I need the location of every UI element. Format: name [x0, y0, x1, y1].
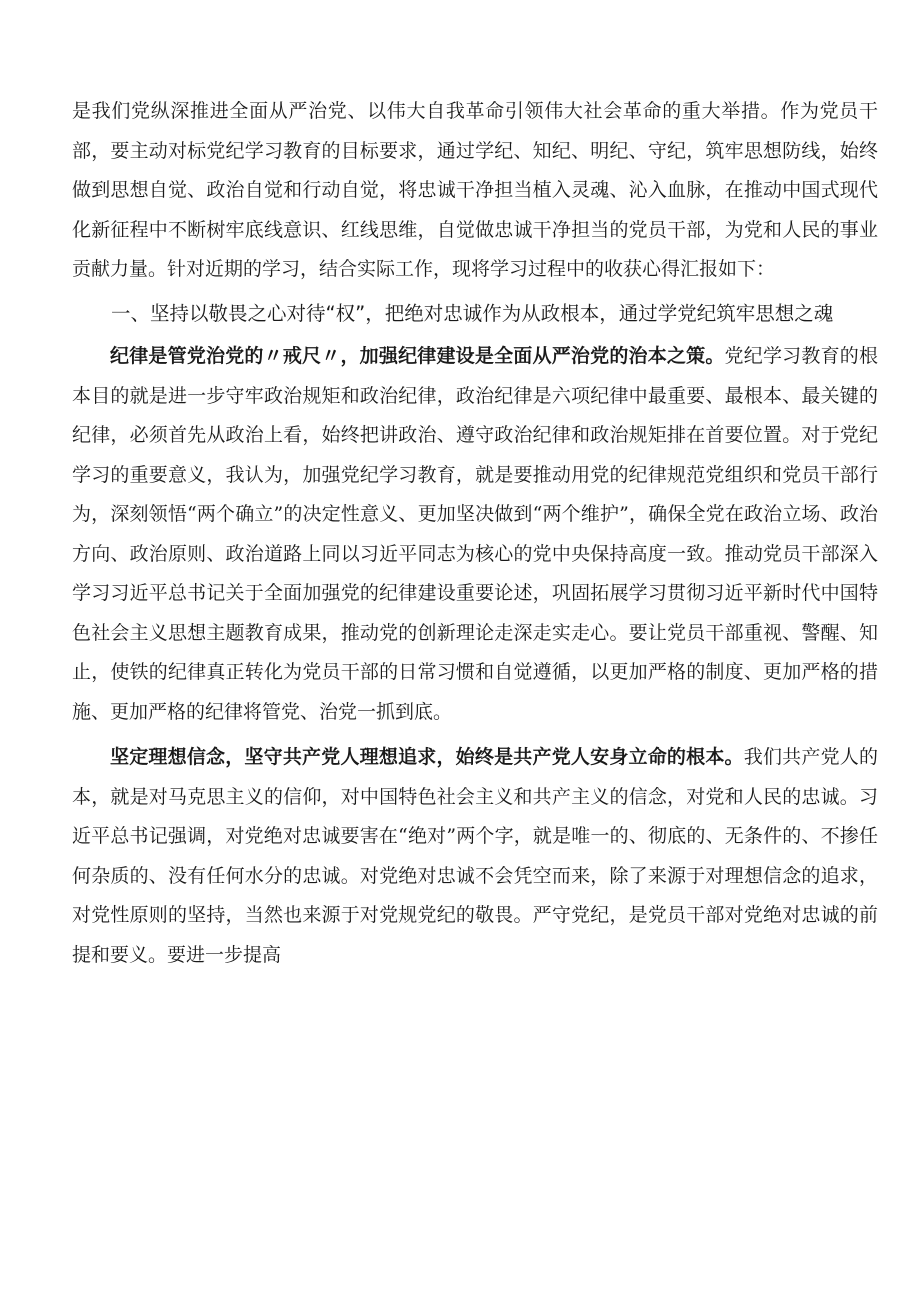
- document-page: [72, 92, 878, 975]
- paragraph-ideals: [72, 738, 878, 975]
- paragraph-discipline-lead: 纪律是管党治党的〃戒尺〃，加强纪律建设是全面从严治党的治本之策。: [110, 345, 725, 367]
- section-heading-1: 一、坚持以敬畏之心对待“权”，把绝对忠诚作为从政根本，通过学党纪筑牢思想之魂: [111, 301, 834, 325]
- paragraph-ideals-lead: 坚定理想信念，坚守共产党人理想追求，始终是共产党人安身立命的根本。: [110, 746, 744, 768]
- paragraph-discipline: [72, 337, 878, 732]
- paragraph-discipline-body: 党纪学习教育的根本目的就是进一步守牢政治规矩和政治纪律，政治纪律是六项纪律中最重要、最根本、最关键的纪律，必须首先从政治上看，始终把讲政治、遵守政治纪律和政治规矩排在首要位置。对于党纪学习的重要意义，我认为，加强党纪学习教育，就是要推动用党的纪律规范党组织和党员干部行为，深刻领悟“两个确立”的决定性意义、更加坚决做到“两个维护”，确保全党在政治立场、政治方向、政治原则、政治道路上同以习近平同志为核心的党中央保持高度一致。推动党员干部深入学习习近平总书记关于全面加强党的纪律建设重要论述，巩固拓展学习贯彻习近平新时代中国特色社会主义思想主题教育成果，推动党的创新理论走深走实走心。要让党员干部重视、警醒、知止，使铁的纪律真正转化为党员干部的日常习惯和自觉遵循，以更加严格的制度、更加严格的措施、更加严格的纪律将管党、治党一抓到底。: [72, 345, 878, 723]
- intro-paragraph: 是我们党纵深推进全面从严治党、以伟大自我革命引领伟大社会革命的重大举措。作为党员干部，要主动对标党纪学习教育的目标要求，通过学纪、知纪、明纪、守纪，筑牢思想防线，始终做到思想自觉、政治自觉和行动自觉，将忠诚干净担当植入灵魂、沁入血脉，在推动中国式现代化新征程中不断树牢底线意识、红线思维，自觉做忠诚干净担当的党员干部，为党和人民的事业贡献力量。针对近期的学习，结合实际工作，现将学习过程中的收获心得汇报如下：: [72, 100, 878, 280]
- paragraph-ideals-body: 我们共产党人的本，就是对马克思主义的信仰，对中国特色社会主义和共产主义的信念，对党和人民的忠诚。习近平总书记强调，对党绝对忠诚要害在“绝对”两个字，就是唯一的、彻底的、无条件的、不掺任何杂质的、没有任何水分的忠诚。对党绝对忠诚不会凭空而来，除了来源于对理想信念的追求，对党性原则的坚持，当然也来源于对党规党纪的敬畏。严守党纪，是党员干部对党绝对忠诚的前提和要义。要进一步提高: [72, 746, 878, 966]
